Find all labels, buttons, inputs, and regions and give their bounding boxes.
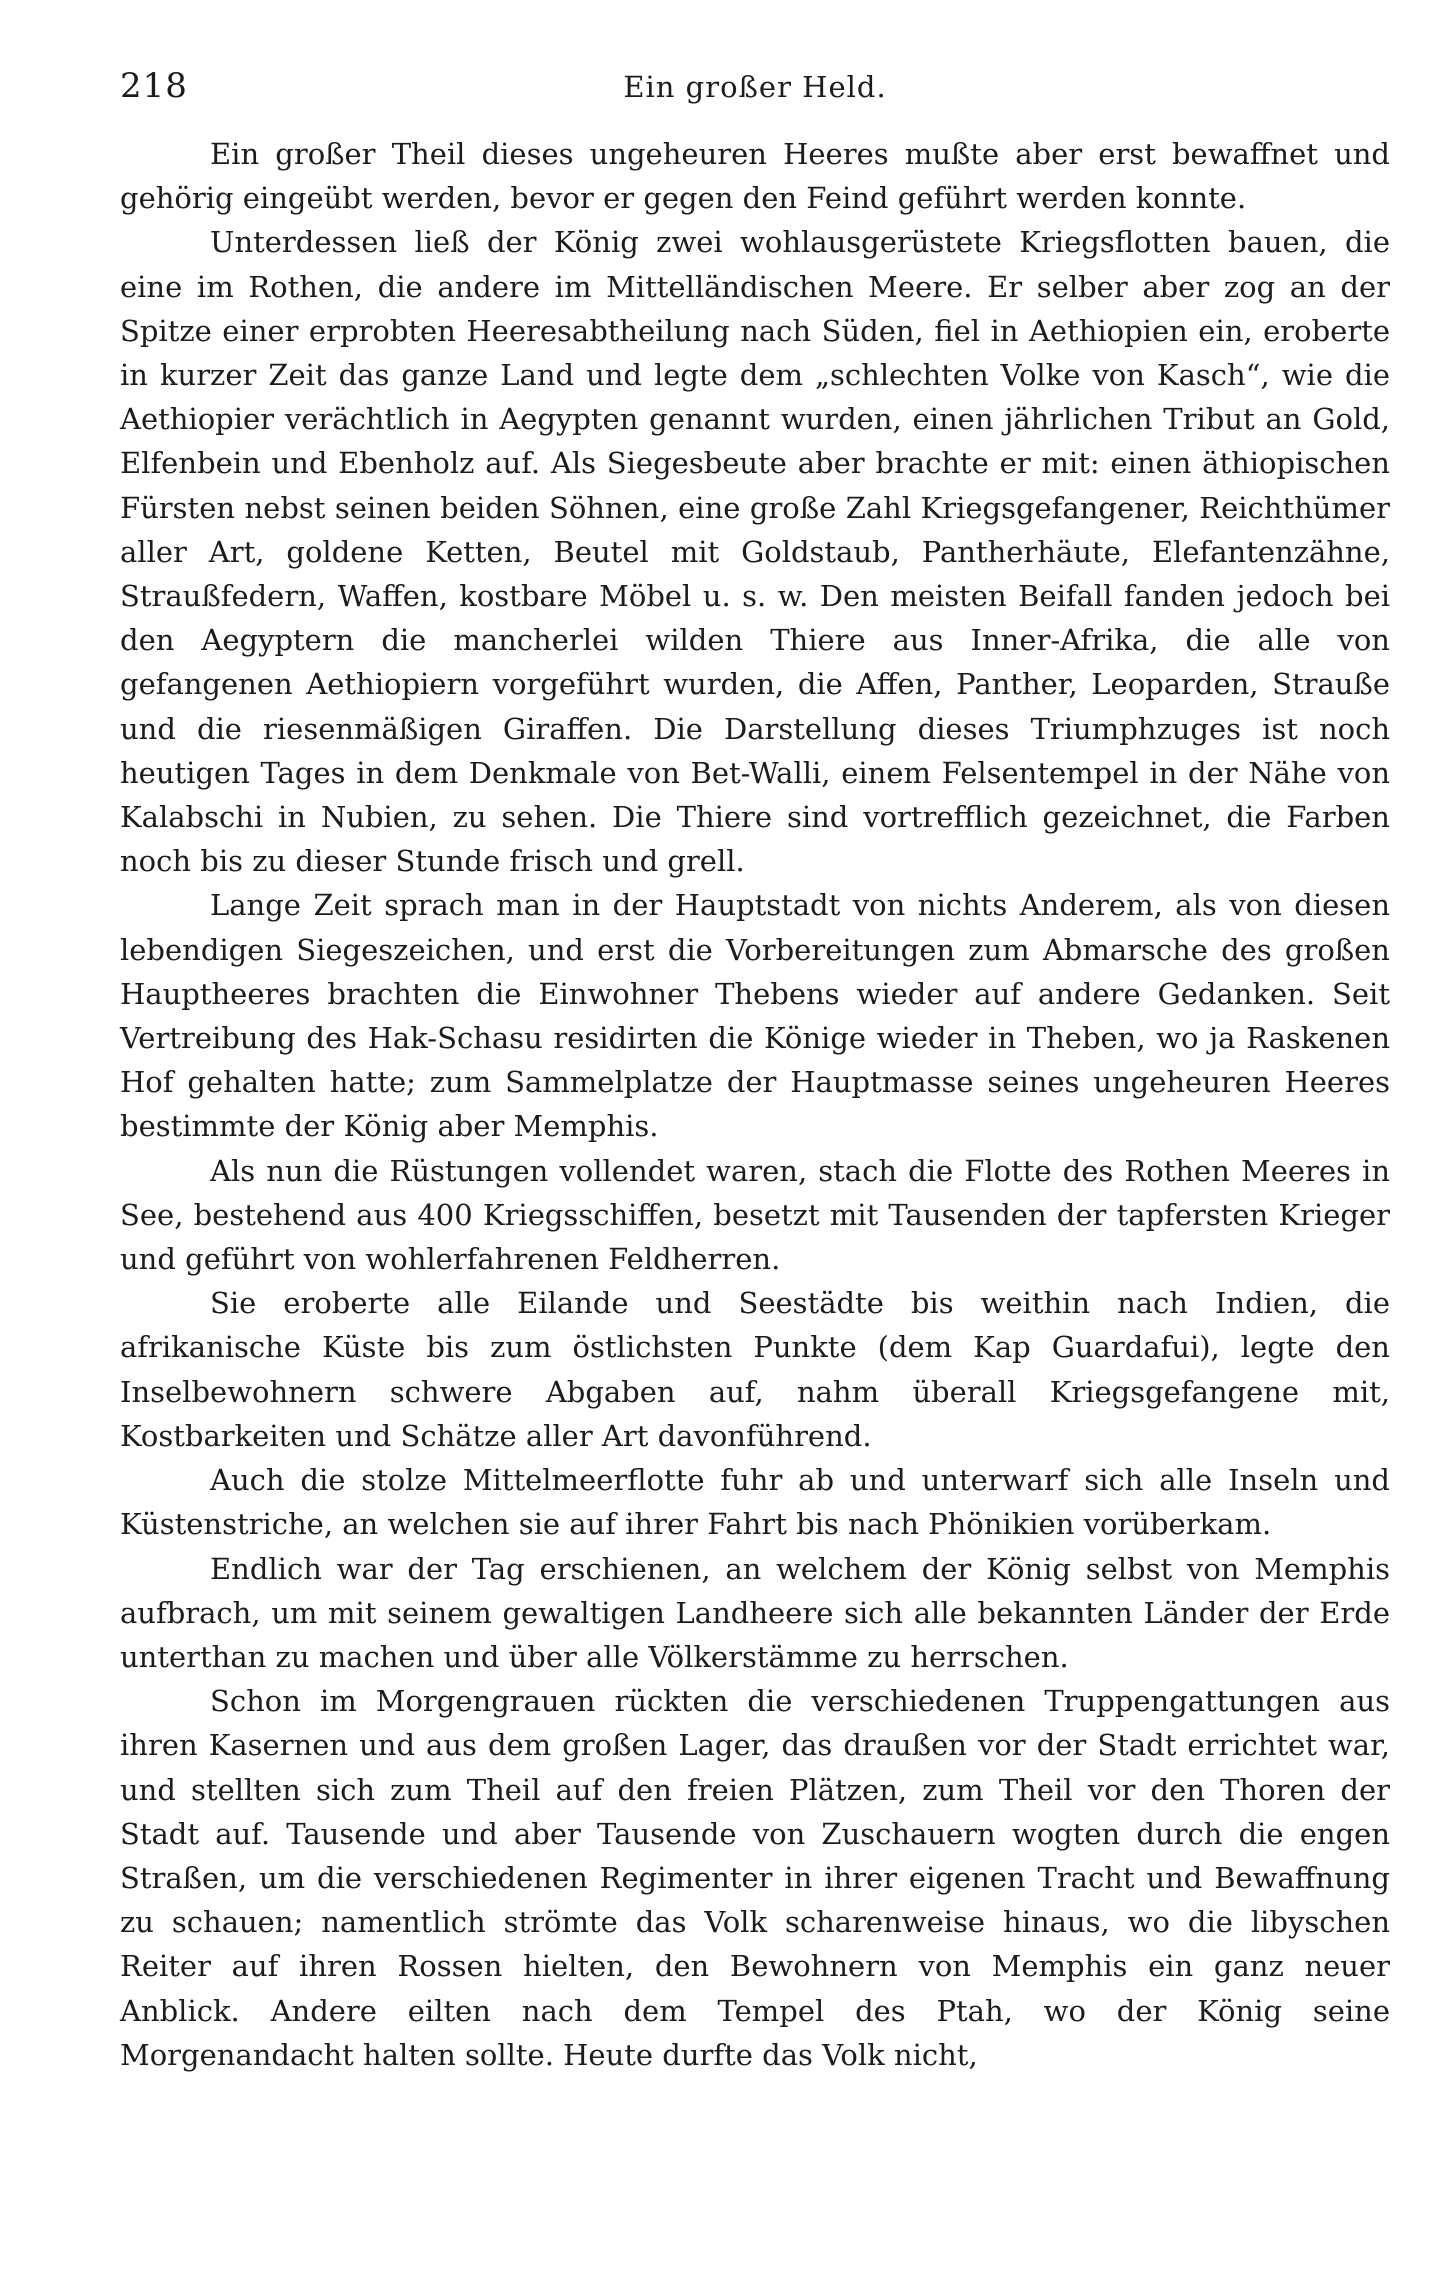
page-number: 218	[120, 66, 188, 106]
paragraph-5: Sie eroberte alle Eilande und Seestädte bis weithin nach Indien, die afrikanische Küste bis zum östlichsten Punkte (dem Kap Guardafui), legte den Inselbewohnern schwere Abgaben auf, nahm überall Kriegsgefangene mit, Kostbarkeiten und Schätze aller Art davonführend.	[120, 1286, 1390, 1453]
paragraph-8: Schon im Morgengrauen rückten die verschiedenen Truppengattungen aus ihren Kasernen und aus dem großen Lager, das draußen vor der Stadt errichtet war, und stellten sich zum Theil auf den freien Plätzen, zum Theil vor den Thoren der Stadt auf. Tausende und aber Tausende von Zuschauern wogten durch die engen Straßen, um die verschiedenen Regimenter in ihrer eigenen Tracht und Bewaffnung zu schauen; namentlich strömte das Volk scharenweise hinaus, wo die libyschen Reiter auf ihren Rossen hielten, den Bewohnern von Memphis ein ganz neuer Anblick. Andere eilten nach dem Tempel des Ptah, wo der König seine Morgenandacht halten sollte. Heute durfte das Volk nicht,	[120, 1684, 1390, 2072]
paragraph-1: Ein großer Theil dieses ungeheuren Heeres mußte aber erst bewaffnet und gehörig eingeübt werden, bevor er gegen den Feind geführt werden konnte.	[120, 137, 1390, 216]
body-text	[120, 132, 1390, 2077]
running-head	[120, 66, 1390, 114]
running-title: Ein großer Held.	[623, 70, 887, 104]
paragraph-4: Als nun die Rüstungen vollendet waren, stach die Flotte des Rothen Meeres in See, bestehend aus 400 Kriegsschiffen, besetzt mit Tausenden der tapfersten Krieger und geführt von wohlerfahrenen Feldherren.	[120, 1153, 1390, 1277]
paragraph-6: Auch die stolze Mittelmeerflotte fuhr ab und unterwarf sich alle Inseln und Küstenstriche, an welchen sie auf ihrer Fahrt bis nach Phönikien vorüberkam.	[120, 1463, 1390, 1542]
paragraph-2: Unterdessen ließ der König zwei wohlausgerüstete Kriegsflotten bauen, die eine im Rothen, die andere im Mittelländischen Meere. Er selber aber zog an der Spitze einer erprobten Heeresabtheilung nach Süden, fiel in Aethiopien ein, eroberte in kurzer Zeit das ganze Land und legte dem „schlechten Volke von Kasch“, wie die Aethiopier verächtlich in Aegypten genannt wurden, einen jährlichen Tribut an Gold, Elfenbein und Ebenholz auf. Als Siegesbeute aber brachte er mit: einen äthiopischen Fürsten nebst seinen beiden Söhnen, eine große Zahl Kriegsgefangener, Reichthümer aller Art, goldene Ketten, Beutel mit Goldstaub, Pantherhäute, Elefantenzähne, Straußfedern, Waffen, kostbare Möbel u. s. w. Den meisten Beifall fanden jedoch bei den Aegyptern die mancherlei wilden Thiere aus Inner-Afrika, die alle von gefangenen Aethiopiern vorgeführt wurden, die Affen, Panther, Leoparden, Strauße und die riesenmäßigen Giraffen. Die Darstellung dieses Triumphzuges ist noch heutigen Tages in dem Denkmale von Bet-Walli, einem Felsentempel in der Nähe von Kalabschi in Nubien, zu sehen. Die Thiere sind vortrefflich gezeichnet, die Farben noch bis zu dieser Stunde frisch und grell.	[120, 225, 1390, 879]
paragraph-7: Endlich war der Tag erschienen, an welchem der König selbst von Memphis aufbrach, um mit seinem gewaltigen Landheere sich alle bekannten Länder der Erde unterthan zu machen und über alle Völkerstämme zu herrschen.	[120, 1551, 1390, 1674]
paragraph-3: Lange Zeit sprach man in der Hauptstadt von nichts Anderem, als von diesen lebendigen Siegeszeichen, und erst die Vorbereitungen zum Abmarsche des großen Hauptheeres brachten die Einwohner Thebens wieder auf andere Gedanken. Seit Vertreibung des Hak-Schasu residirten die Könige wieder in Theben, wo ja Raskenen Hof gehalten hatte; zum Sammelplatze der Hauptmasse seines ungeheuren Heeres bestimmte der König aber Memphis.	[120, 888, 1390, 1144]
